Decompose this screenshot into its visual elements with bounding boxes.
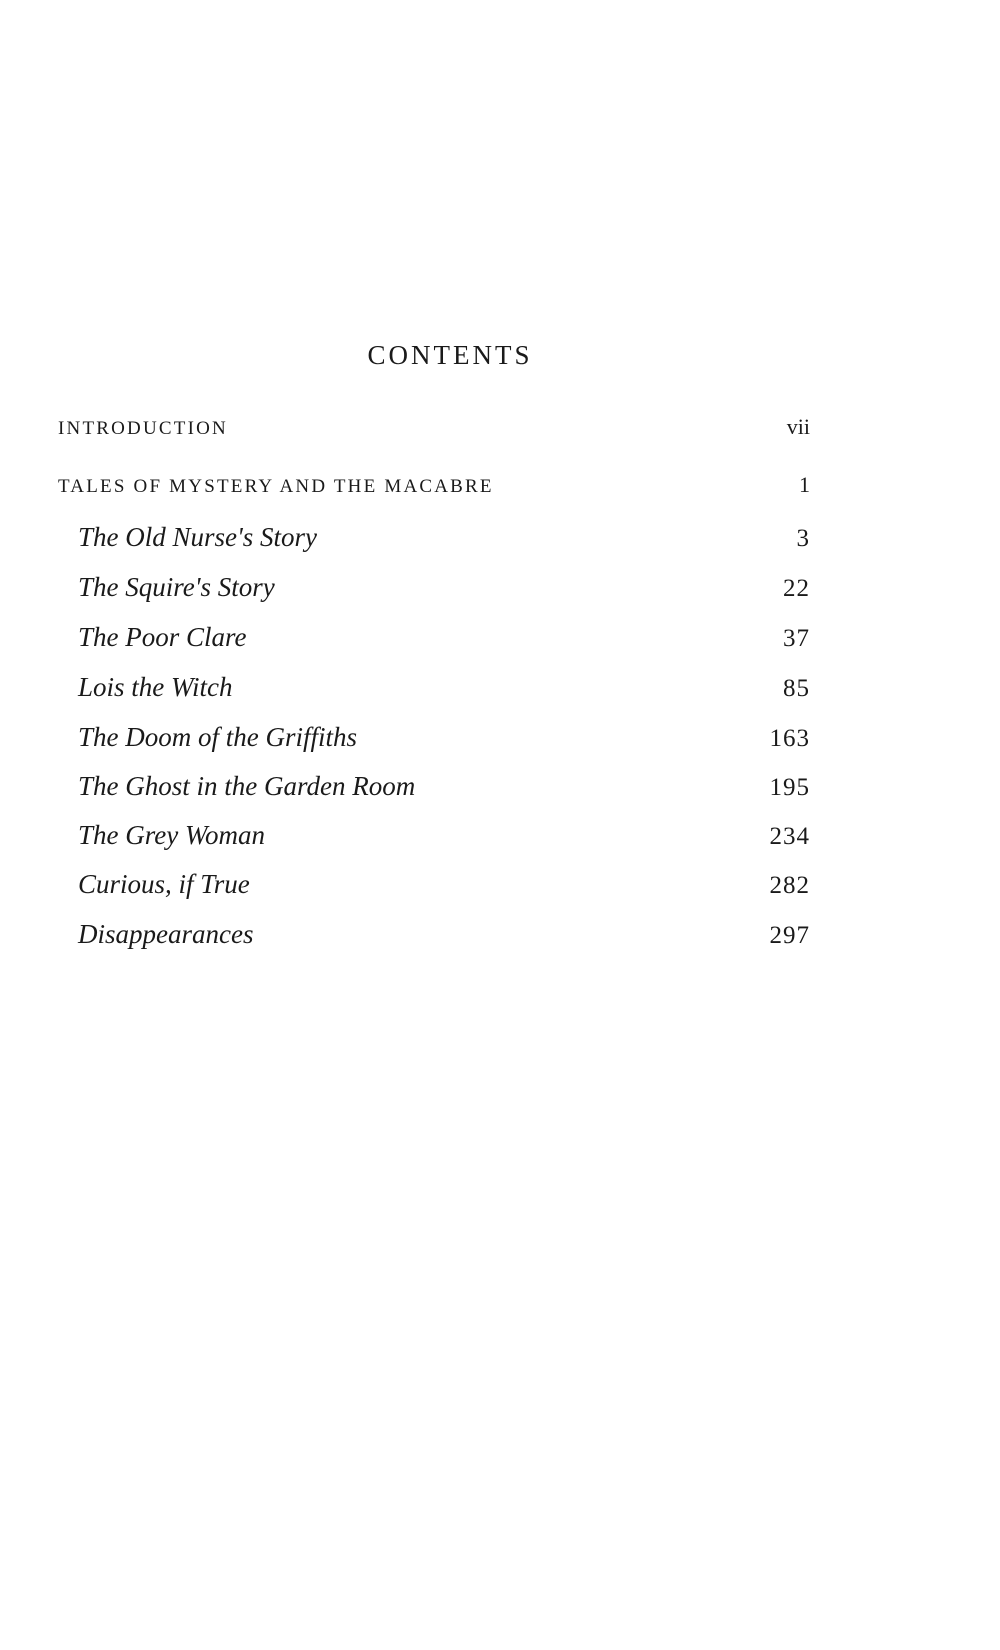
toc-entry-story xyxy=(78,672,810,703)
toc-entry-page-number: 37 xyxy=(783,625,810,652)
toc-entry-story xyxy=(78,722,810,753)
toc-entry-story xyxy=(78,622,810,653)
toc-entry-page-number: vii xyxy=(786,414,810,439)
toc-entry-page-number: 85 xyxy=(783,675,810,702)
toc-entry-page-number: 297 xyxy=(769,922,810,949)
toc-entry-page-number: 282 xyxy=(769,872,810,899)
toc-entry-label: The Ghost in the Garden Room xyxy=(78,771,416,801)
toc-entry-label: The Squire's Story xyxy=(78,572,275,602)
toc-entry-story xyxy=(78,572,810,603)
toc-entry-label: The Poor Clare xyxy=(78,622,247,652)
toc-entry-label: Disappearances xyxy=(78,919,254,949)
toc-entry-page-number: 22 xyxy=(783,575,810,602)
toc-entry-label: The Doom of the Griffiths xyxy=(78,722,358,752)
toc-entry-page-number: 1 xyxy=(799,472,810,497)
toc-entry-page-number: 234 xyxy=(769,823,810,850)
toc-entry-tales-section xyxy=(58,472,810,498)
toc-entry-page-number: 195 xyxy=(769,774,810,801)
toc-entry-story xyxy=(78,919,810,950)
toc-entry-label: The Old Nurse's Story xyxy=(78,522,318,552)
toc-entry-story xyxy=(78,869,810,900)
toc-entry-label: Lois the Witch xyxy=(78,672,233,702)
page-title: CONTENTS xyxy=(367,340,533,370)
toc-entry-label: INTRODUCTION xyxy=(58,418,228,439)
toc-entry-label: Curious, if True xyxy=(78,869,250,899)
toc-entry-introduction xyxy=(58,414,810,440)
toc-entry-label: The Grey Woman xyxy=(78,820,265,850)
toc-entry-story xyxy=(78,771,810,802)
toc-entry-story xyxy=(78,820,810,851)
toc-entry-label: TALES OF MYSTERY AND THE MACABRE xyxy=(58,476,494,497)
toc-entry-story xyxy=(78,522,810,553)
toc-entry-page-number: 163 xyxy=(769,725,810,752)
toc-entry-page-number: 3 xyxy=(796,525,810,552)
